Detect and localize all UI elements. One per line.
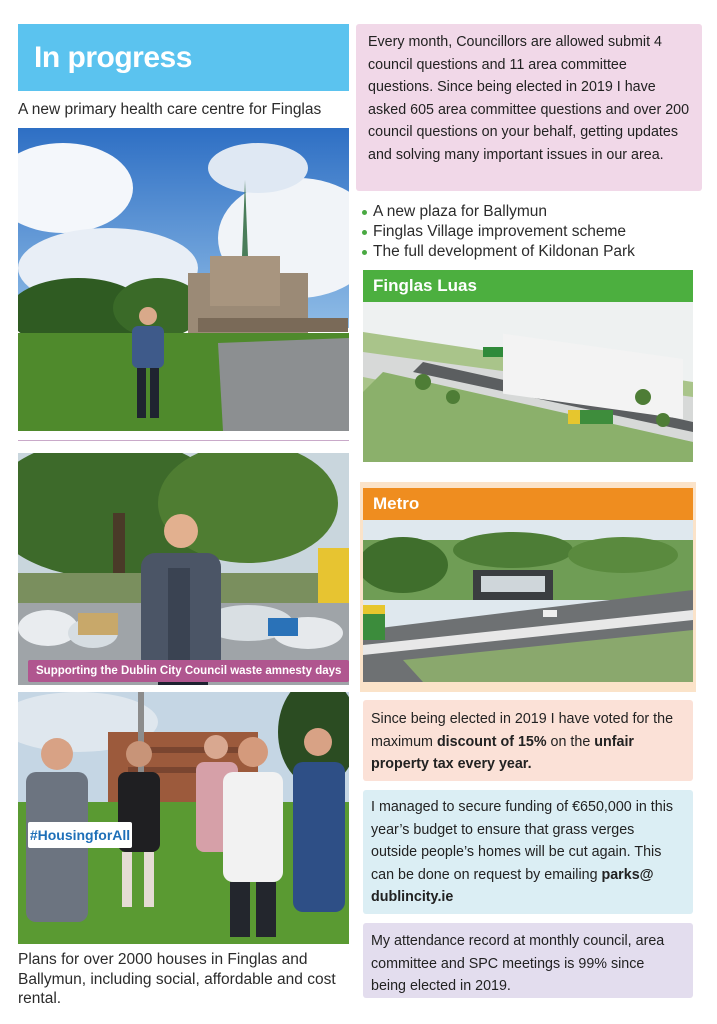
housing-caption: Plans for over 2000 houses in Finglas and Ballymun, including social, affordable and cost rental. [18,951,336,1007]
attendance-box [363,923,693,998]
list-item: A new plaza for Ballymun [360,202,700,222]
parks-email: parks@ dublincity.ie [371,866,654,905]
housing-group-photo [18,692,349,944]
property-tax-text-mid: on the [546,733,595,750]
metro-title: Metro [363,488,693,520]
property-tax-text: Since being elected in 2019 I have voted for the maximum [371,711,674,750]
council-questions-box [356,24,702,191]
divider [18,440,349,441]
property-tax-box [363,700,693,781]
grass-verges-box [363,790,693,914]
grass-verges-text: I managed to secure funding of €650,000 in this year’s budget to ensure that grass verges outside people’s homes will be cut again. This can be done on request by emailing [371,799,674,883]
finglas-luas-title: Finglas Luas [363,270,693,302]
waste-amnesty-tag: Supporting the Dublin City Council waste amnesty days [28,660,349,682]
list-item: Finglas Village improvement scheme [360,222,700,242]
property-tax-discount: discount of 15% [436,733,547,750]
section-title: In progress [18,24,349,91]
metro-image [363,520,693,682]
health-centre-caption: A new primary health care centre for Finglas [18,101,322,118]
council-questions-text: Every month, Councillors are allowed submit 4 council questions and 11 area committee questions. Since being elected in 2019 I have asked 605 area committee questions and over 200 council questions on your behalf, getting updates and solving many important issues in our area. [368,34,690,163]
projects-list [360,202,700,262]
waste-amnesty-photo [18,453,349,685]
finglas-luas-image [363,302,693,462]
housing-for-all-sign: #HousingforAll [28,822,132,848]
health-centre-photo [18,128,349,431]
property-tax-unfair: unfair property tax every year. [371,733,634,772]
attendance-text: My attendance record at monthly council, area committee and SPC meetings is 99% since being elected in 2019. [371,933,665,994]
list-item: The full development of Kildonan Park [360,242,700,262]
